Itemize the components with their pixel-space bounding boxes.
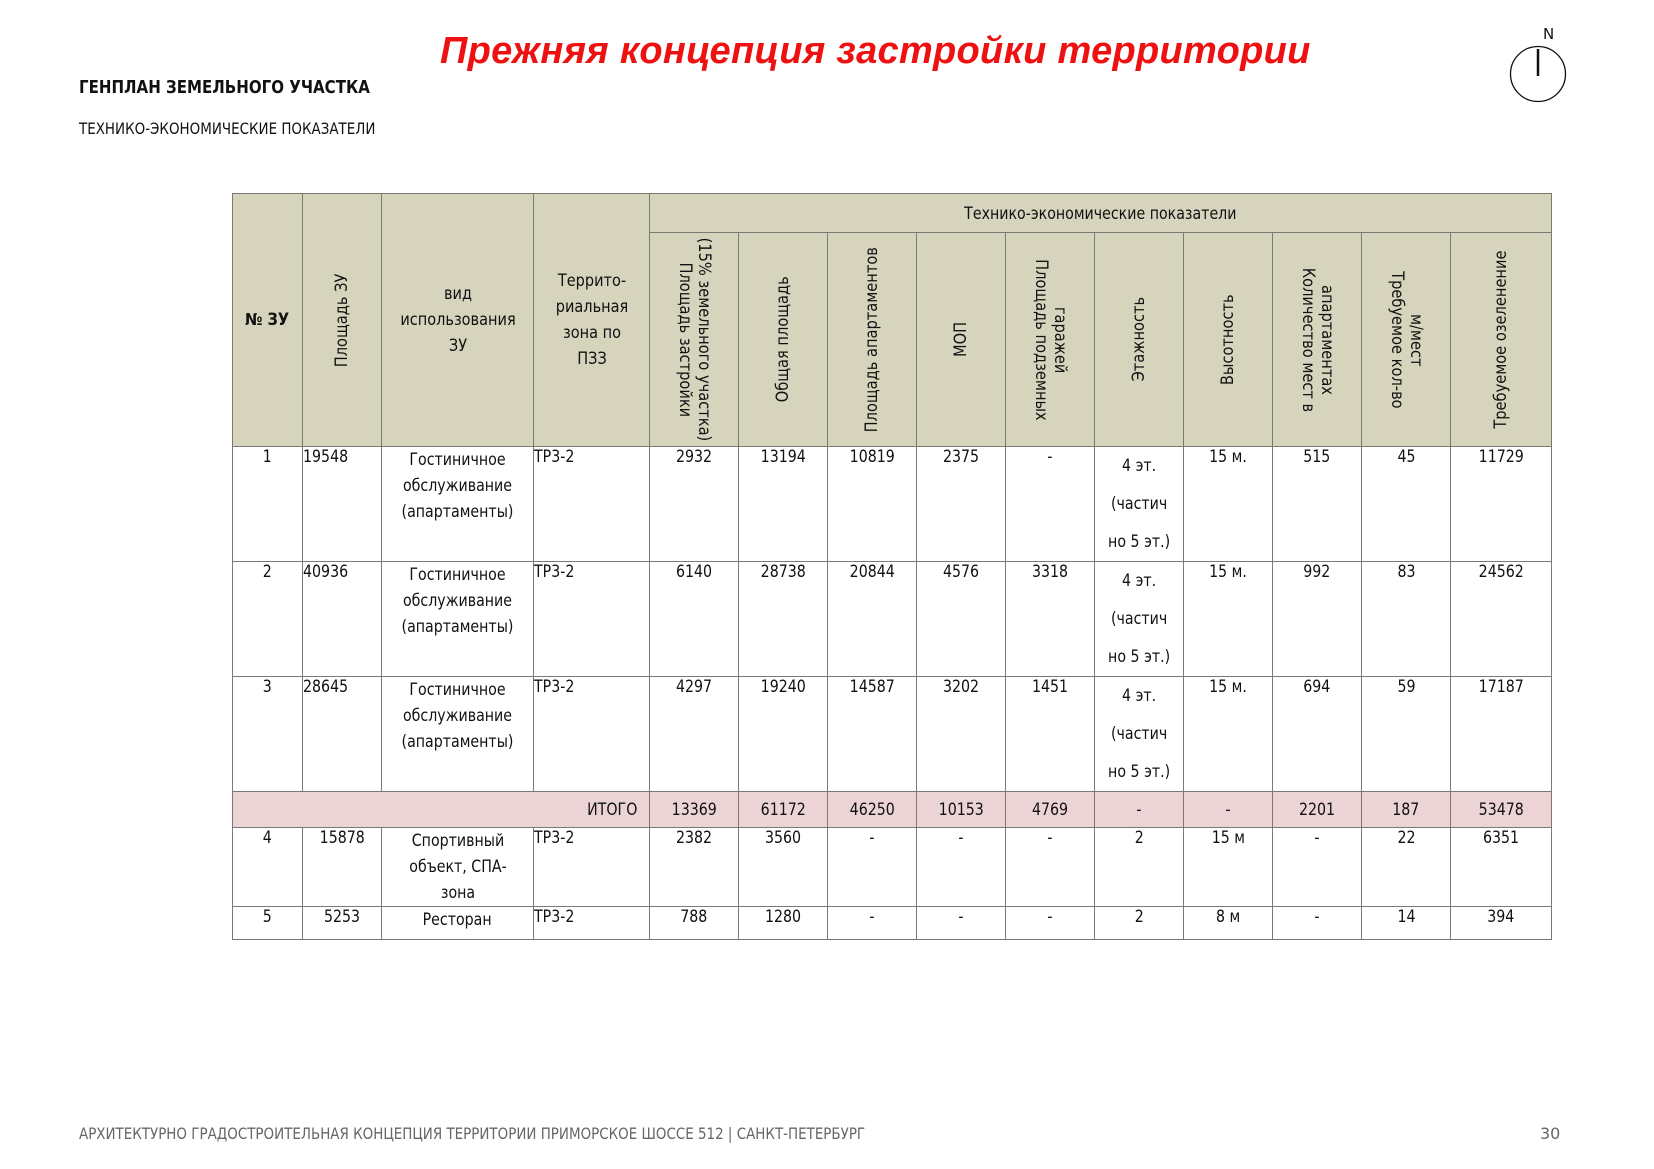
north-arrow-icon	[1506, 24, 1570, 104]
table-row: 1 19548 Гостиничное обслуживание (апартаменты) ТР3-2 2932 13194 10819 2375 - 4 эт. (частич но 5 эт.) 15 м. 515 45 11729	[233, 447, 1552, 562]
header-built-area: Площадь застройки (15% земельного участка)	[650, 233, 739, 447]
table-row: 3 28645 Гостиничное обслуживание (апартаменты) ТР3-2 4297 19240 14587 3202 1451 4 эт. (частич но 5 эт.) 15 м. 694 59 17187	[233, 677, 1552, 792]
section-subtitle: ТЕХНИКО-ЭКОНОМИЧЕСКИЕ ПОКАЗАТЕЛИ	[79, 119, 376, 138]
header-plot-no: № ЗУ	[233, 194, 303, 447]
footer-project-title: АРХИТЕКТУРНО ГРАДОСТРОИТЕЛЬНАЯ КОНЦЕПЦИЯ ТЕРРИТОРИИ ПРИМОРСКОЕ ШОССЕ 512 | САНКТ-ПЕТЕРБУРГ	[79, 1124, 866, 1143]
table-row: 4 15878 Спортивный объект, СПА-зона ТР3-2 2382 3560 - - - 2 15 м - 22 6351	[233, 828, 1552, 907]
section-title: ГЕНПЛАН ЗЕМЕЛЬНОГО УЧАСТКА	[79, 78, 370, 98]
table-row: 2 40936 Гостиничное обслуживание (апартаменты) ТР3-2 6140 28738 20844 4576 3318 4 эт. (частич но 5 эт.) 15 м. 992 83 24562	[233, 562, 1552, 677]
page-title: Прежняя концепция застройки территории	[440, 30, 1311, 72]
total-label: ИТОГО	[233, 792, 650, 828]
header-use-type: вид использования ЗУ	[382, 194, 534, 447]
header-places: Количество мест в апартаментах	[1273, 233, 1362, 447]
header-greenery: Требуемое озеленение	[1451, 233, 1552, 447]
header-floors: Этажность	[1095, 233, 1184, 447]
header-zone: Террито-риальная зона по ПЗЗ	[534, 194, 650, 447]
header-plot-area: Площадь ЗУ	[303, 194, 382, 447]
header-total-area: Общая площадь	[739, 233, 828, 447]
header-height: Высотность	[1184, 233, 1273, 447]
page-number: 30	[1540, 1124, 1561, 1143]
header-mop: МОП	[917, 233, 1006, 447]
tep-table	[232, 193, 1552, 940]
total-row: ИТОГО 13369 61172 46250 10153 4769 - - 2201 187 53478	[233, 792, 1552, 828]
header-garage-area: Площадь подземных гаражей	[1006, 233, 1095, 447]
table-row: 5 5253 Ресторан ТР3-2 788 1280 - - - 2 8 м - 14 394	[233, 907, 1552, 940]
header-apart-area: Площадь апартаментов	[828, 233, 917, 447]
header-group: Технико-экономические показатели	[650, 194, 1552, 233]
compass-label: N	[1543, 25, 1555, 43]
header-parking: Требуемое кол-во м/мест	[1362, 233, 1451, 447]
